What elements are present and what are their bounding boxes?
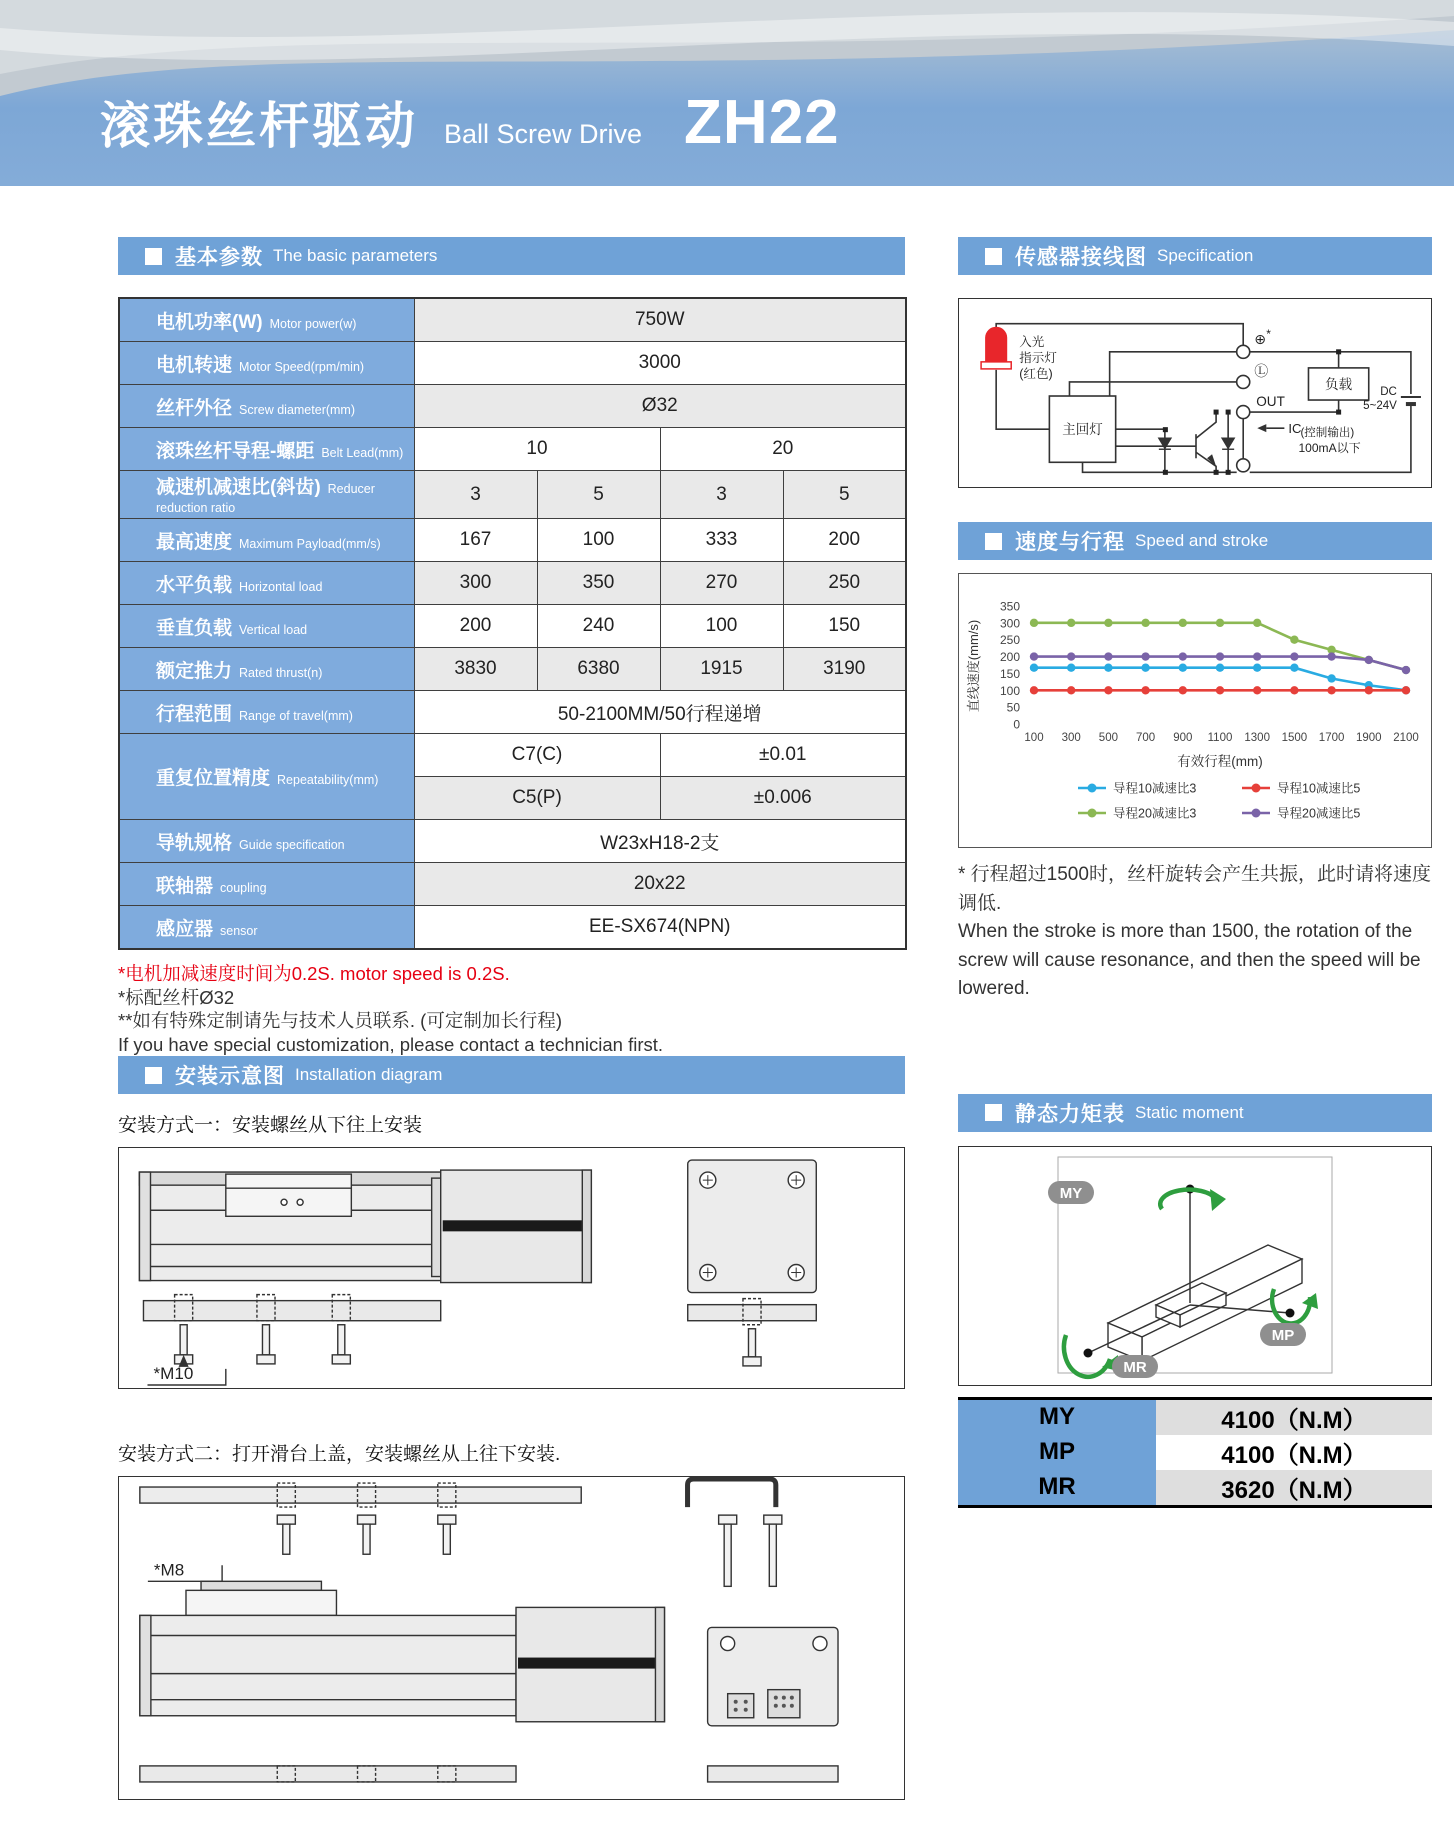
param-label-cell <box>119 471 414 519</box>
x-tick-label: 1100 <box>1207 732 1233 744</box>
param-label-zh: 感应器 <box>156 918 214 940</box>
static-moment-table <box>958 1397 1432 1508</box>
m8-screw-label: *M8 <box>153 1560 185 1580</box>
param-label-zh: 电机功率(W) <box>156 311 263 333</box>
param-label-zh: 滚珠丝杆导程-螺距 <box>156 440 315 462</box>
x-tick-label: 2100 <box>1393 732 1419 744</box>
resonance-note <box>958 861 1432 1004</box>
table-row <box>119 385 906 428</box>
legend-dot-marker <box>1252 784 1261 793</box>
table-row <box>119 298 906 342</box>
section-title-en: Static moment <box>1135 1102 1244 1122</box>
left-column <box>118 237 905 1800</box>
param-value-cell: 3 <box>414 471 537 519</box>
data-point-marker <box>1290 686 1298 694</box>
table-row <box>119 471 906 519</box>
section-speed-stroke <box>958 522 1432 560</box>
param-label-en: Reducer reduction ratio <box>156 482 375 515</box>
param-value-cell: C5(P) <box>414 777 660 820</box>
data-point-marker <box>1104 663 1112 671</box>
moment-axis-label: MR <box>958 1470 1156 1505</box>
chart-legend <box>1078 781 1360 821</box>
y-tick-label: 0 <box>1013 717 1020 732</box>
param-label-en: Screw diameter(mm) <box>239 402 356 417</box>
page-title-zh: 滚珠丝杆驱动 <box>100 98 418 154</box>
param-label-cell <box>119 428 414 471</box>
param-value-cell: 100 <box>537 519 660 562</box>
led-label-line3: (红色) <box>1019 366 1053 381</box>
param-label-cell <box>119 562 414 605</box>
moment-value: 4100（N.M） <box>1156 1400 1432 1435</box>
param-value-cell: ±0.01 <box>660 734 906 777</box>
data-point-marker <box>1290 663 1298 671</box>
data-point-marker <box>1179 686 1187 694</box>
data-point-marker <box>1104 619 1112 627</box>
speed-stroke-chart-box <box>958 573 1432 848</box>
install-method-2-caption: 安装方式二：打开滑台上盖，安装螺丝从上往下安装. <box>118 1444 561 1465</box>
l-terminal-label: Ⓛ <box>1254 362 1269 379</box>
section-bullet-icon <box>985 248 1002 265</box>
param-value-cell: 240 <box>537 605 660 648</box>
param-label-en: Rated thrust(n) <box>239 665 323 680</box>
out-label: OUT <box>1256 394 1285 410</box>
section-bullet-icon <box>145 1067 162 1084</box>
param-value-cell: 3830 <box>414 648 537 691</box>
x-tick-label: 1300 <box>1244 732 1270 744</box>
param-value-cell: 5 <box>537 471 660 519</box>
section-bullet-icon <box>985 1104 1002 1121</box>
table-row <box>119 691 906 734</box>
param-value-cell: 300 <box>414 562 537 605</box>
param-value-cell: 20x22 <box>414 863 906 906</box>
table-row <box>119 605 906 648</box>
param-label-cell <box>119 734 414 820</box>
static-moment-row <box>958 1400 1432 1435</box>
param-label-cell <box>119 385 414 428</box>
chart-series <box>1030 686 1410 694</box>
x-tick-label: 300 <box>1061 732 1081 744</box>
param-value-cell: 3000 <box>414 342 906 385</box>
static-moment-diagram <box>958 1146 1432 1386</box>
param-label-cell <box>119 519 414 562</box>
data-point-marker <box>1179 619 1187 627</box>
section-title-en: Speed and stroke <box>1135 531 1269 550</box>
param-label-cell <box>119 298 414 342</box>
table-row <box>119 863 906 906</box>
led-label-line1: 入光 <box>1019 334 1045 349</box>
sensor-wiring-diagram <box>958 298 1432 488</box>
my-axis-badge: MY <box>1059 1184 1083 1202</box>
dc-voltage-label: 5~24V <box>1363 400 1397 413</box>
x-tick-label: 1500 <box>1281 732 1308 744</box>
param-value-cell: 350 <box>537 562 660 605</box>
y-tick-label: 50 <box>1006 700 1020 715</box>
param-label-en: Belt Lead(mm) <box>321 445 404 460</box>
data-point-marker <box>1179 652 1187 660</box>
data-point-marker <box>1365 656 1373 664</box>
section-title-en: Specification <box>1157 246 1254 265</box>
table-row <box>119 734 906 777</box>
y-tick-label: 200 <box>999 650 1020 665</box>
moment-axis-label: MP <box>958 1435 1156 1470</box>
param-value-cell: 167 <box>414 519 537 562</box>
param-label-zh: 行程范围 <box>156 703 233 725</box>
note-customization-zh: **如有特殊定制请先与技术人员联系. (可定制加长行程) <box>118 1010 563 1031</box>
table-row <box>119 906 906 950</box>
data-point-marker <box>1030 652 1038 660</box>
section-title-zh: 速度与行程 <box>1015 531 1125 554</box>
resonance-note-en: When the stroke is more than 1500, the rotation of the screw will cause resonance, and then the speed will be lowered. <box>958 921 1421 999</box>
static-moment-row <box>958 1470 1432 1505</box>
product-model: ZH22 <box>684 88 840 157</box>
param-label-en: coupling <box>220 880 267 895</box>
param-label-en: Repeatability(mm) <box>277 773 379 787</box>
param-value-cell: 333 <box>660 519 783 562</box>
data-point-marker <box>1104 686 1112 694</box>
section-title-zh: 安装示意图 <box>175 1065 285 1088</box>
data-point-marker <box>1030 663 1038 671</box>
data-point-marker <box>1253 663 1261 671</box>
param-value-cell: ±0.006 <box>660 777 906 820</box>
speed-stroke-chart <box>959 574 1431 847</box>
param-label-zh: 电机转速 <box>156 354 233 376</box>
param-value-cell: 10 <box>414 428 660 471</box>
data-point-marker <box>1179 663 1187 671</box>
param-value-cell: 5 <box>783 471 906 519</box>
note-motor-speed: *电机加减速度时间为0.2S. motor speed is 0.2S. <box>118 963 510 984</box>
param-label-zh: 重复位置精度 <box>156 768 271 789</box>
param-label-en: Maximum Payload(mm/s) <box>239 536 381 551</box>
param-label-en: Motor Speed(rpm/min) <box>239 359 365 374</box>
param-value-cell: EE-SX674(NPN) <box>414 906 906 950</box>
m10-screw-label: *M10 <box>153 1363 194 1383</box>
data-point-marker <box>1290 652 1298 660</box>
param-value-cell: 270 <box>660 562 783 605</box>
data-point-marker <box>1067 686 1075 694</box>
page-header-banner <box>0 0 1454 186</box>
plus-terminal-label: ⊕ <box>1254 330 1267 347</box>
section-bullet-icon <box>985 533 1002 550</box>
param-label-zh: 联轴器 <box>156 875 214 897</box>
section-title-zh: 基本参数 <box>175 246 263 269</box>
table-row <box>119 820 906 863</box>
x-tick-label: 100 <box>1024 732 1044 744</box>
installation-diagram-1 <box>118 1147 905 1389</box>
static-moment-row <box>958 1435 1432 1470</box>
param-value-cell: 200 <box>414 605 537 648</box>
table-row <box>119 342 906 385</box>
data-point-marker <box>1067 619 1075 627</box>
control-output-label: (控制输出) <box>1300 427 1355 440</box>
resonance-note-zh: * 行程超过1500时，丝杆旋转会产生共振，此时请将速度调低. <box>958 864 1431 914</box>
footnotes <box>118 962 905 1056</box>
data-point-marker <box>1253 686 1261 694</box>
param-label-zh: 最高速度 <box>156 531 233 553</box>
param-label-cell <box>119 863 414 906</box>
data-point-marker <box>1216 619 1224 627</box>
data-point-marker <box>1365 686 1373 694</box>
x-tick-label: 700 <box>1136 732 1156 744</box>
section-sensor-wiring <box>958 237 1432 275</box>
moment-value: 4100（N.M） <box>1156 1435 1432 1470</box>
legend-dot-marker <box>1252 809 1261 818</box>
param-value-cell: 100 <box>660 605 783 648</box>
data-point-marker <box>1327 652 1335 660</box>
dc-label: DC <box>1380 386 1397 399</box>
param-value-cell: 200 <box>783 519 906 562</box>
x-tick-label: 500 <box>1098 732 1118 744</box>
section-basic-parameters <box>118 237 905 275</box>
ic-label: IC <box>1288 421 1302 437</box>
right-column <box>958 237 1432 1508</box>
data-point-marker <box>1253 619 1261 627</box>
param-value-cell: 6380 <box>537 648 660 691</box>
section-title-zh: 静态力矩表 <box>1015 1102 1125 1126</box>
y-axis-title: 直线速度(mm/s) <box>966 619 981 713</box>
current-limit-label: 100mA以下 <box>1298 441 1361 456</box>
param-value-cell: 750W <box>414 298 906 342</box>
x-axis-title: 有效行程(mm) <box>1177 754 1263 769</box>
asterisk-mark: * <box>1266 326 1272 341</box>
mp-axis-badge: MP <box>1271 1326 1295 1344</box>
section-title-en: Installation diagram <box>295 1065 443 1084</box>
wiring-schematic <box>959 299 1431 487</box>
data-point-marker <box>1030 619 1038 627</box>
legend-dot-marker <box>1088 809 1097 818</box>
param-label-cell <box>119 648 414 691</box>
section-bullet-icon <box>145 248 162 265</box>
table-row <box>119 428 906 471</box>
legend-dot-marker <box>1088 784 1097 793</box>
param-label-en: Guide specification <box>239 837 345 852</box>
moment-axis-label: MY <box>958 1400 1156 1435</box>
basic-parameters-table <box>118 297 907 950</box>
actuator-bottom-mount-drawing <box>119 1148 903 1388</box>
data-point-marker <box>1216 663 1224 671</box>
param-label-zh: 额定推力 <box>156 660 233 682</box>
x-tick-label: 900 <box>1173 732 1193 744</box>
y-tick-label: 350 <box>999 599 1020 614</box>
main-circuit-label: 主回灯 <box>1062 422 1103 438</box>
data-point-marker <box>1067 663 1075 671</box>
param-value-cell: 50-2100MM/50行程递增 <box>414 691 906 734</box>
note-customization-en: If you have special customization, please contact a technician first. <box>118 1033 664 1055</box>
data-point-marker <box>1141 652 1149 660</box>
data-point-marker <box>1290 636 1298 644</box>
mr-axis-badge: MR <box>1123 1358 1147 1376</box>
actuator-top-mount-drawing <box>119 1477 903 1799</box>
param-label-en: sensor <box>220 923 258 938</box>
section-static-moment <box>958 1094 1432 1132</box>
param-label-en: Vertical load <box>239 622 308 637</box>
legend-label: 导程20减速比5 <box>1277 806 1361 821</box>
param-label-cell <box>119 820 414 863</box>
note-standard-screw: *标配丝杆Ø32 <box>118 986 235 1008</box>
y-tick-label: 250 <box>999 633 1020 648</box>
table-row <box>119 648 906 691</box>
y-tick-label: 150 <box>999 666 1020 681</box>
section-installation-diagram <box>118 1056 905 1094</box>
param-label-en: Range of travel(mm) <box>239 708 353 723</box>
led-indicator-icon <box>985 327 1007 362</box>
page-title-en: Ball Screw Drive <box>444 119 643 149</box>
param-value-cell: 150 <box>783 605 906 648</box>
param-label-cell <box>119 691 414 734</box>
param-label-cell <box>119 342 414 385</box>
data-point-marker <box>1141 619 1149 627</box>
x-tick-label: 1700 <box>1318 732 1345 744</box>
install-method-1-caption: 安装方式一：安装螺丝从下往上安装 <box>118 1115 423 1136</box>
data-point-marker <box>1067 652 1075 660</box>
data-point-marker <box>1402 686 1410 694</box>
param-value-cell: 250 <box>783 562 906 605</box>
param-value-cell: 3190 <box>783 648 906 691</box>
param-label-cell <box>119 906 414 950</box>
section-title-en: The basic parameters <box>273 246 438 265</box>
load-label: 负载 <box>1325 376 1353 392</box>
param-label-zh: 水平负载 <box>156 574 233 596</box>
x-tick-label: 1900 <box>1356 732 1382 744</box>
data-point-marker <box>1402 666 1410 674</box>
param-label-zh: 丝杆外径 <box>156 397 233 419</box>
page-title <box>100 86 840 158</box>
param-label-cell <box>119 605 414 648</box>
param-value-cell: 1915 <box>660 648 783 691</box>
led-label-line2: 指示灯 <box>1019 350 1057 365</box>
chart-plot <box>1030 619 1410 695</box>
data-point-marker <box>1253 652 1261 660</box>
data-point-marker <box>1327 686 1335 694</box>
param-value-cell: W23xH18-2支 <box>414 820 906 863</box>
data-point-marker <box>1030 686 1038 694</box>
banner-swoosh-decoration <box>0 0 1454 96</box>
table-row <box>119 562 906 605</box>
param-label-zh: 导轨规格 <box>156 832 233 854</box>
legend-label: 导程20减速比3 <box>1113 806 1197 821</box>
data-point-marker <box>1141 686 1149 694</box>
data-point-marker <box>1104 652 1112 660</box>
param-label-zh: 垂直负载 <box>156 617 233 639</box>
param-value-cell: Ø32 <box>414 385 906 428</box>
data-point-marker <box>1327 674 1335 682</box>
moment-axes-drawing <box>959 1147 1431 1385</box>
y-tick-label: 300 <box>999 616 1020 631</box>
data-point-marker <box>1141 663 1149 671</box>
legend-label: 导程10减速比3 <box>1113 781 1197 796</box>
param-value-cell: 20 <box>660 428 906 471</box>
param-label-zh: 减速机减速比(斜齿) <box>156 477 321 498</box>
param-value-cell: 3 <box>660 471 783 519</box>
param-value-cell: C7(C) <box>414 734 660 777</box>
param-label-en: Motor power(w) <box>269 316 357 331</box>
basic-parameters-body <box>119 298 906 949</box>
data-point-marker <box>1216 652 1224 660</box>
table-row <box>119 519 906 562</box>
section-title-zh: 传感器接线图 <box>1015 246 1147 269</box>
data-point-marker <box>1216 686 1224 694</box>
y-tick-label: 100 <box>999 683 1020 698</box>
installation-diagram-2 <box>118 1476 905 1800</box>
param-label-en: Horizontal load <box>239 579 323 594</box>
moment-value: 3620（N.M） <box>1156 1470 1432 1505</box>
legend-label: 导程10减速比5 <box>1277 781 1361 796</box>
